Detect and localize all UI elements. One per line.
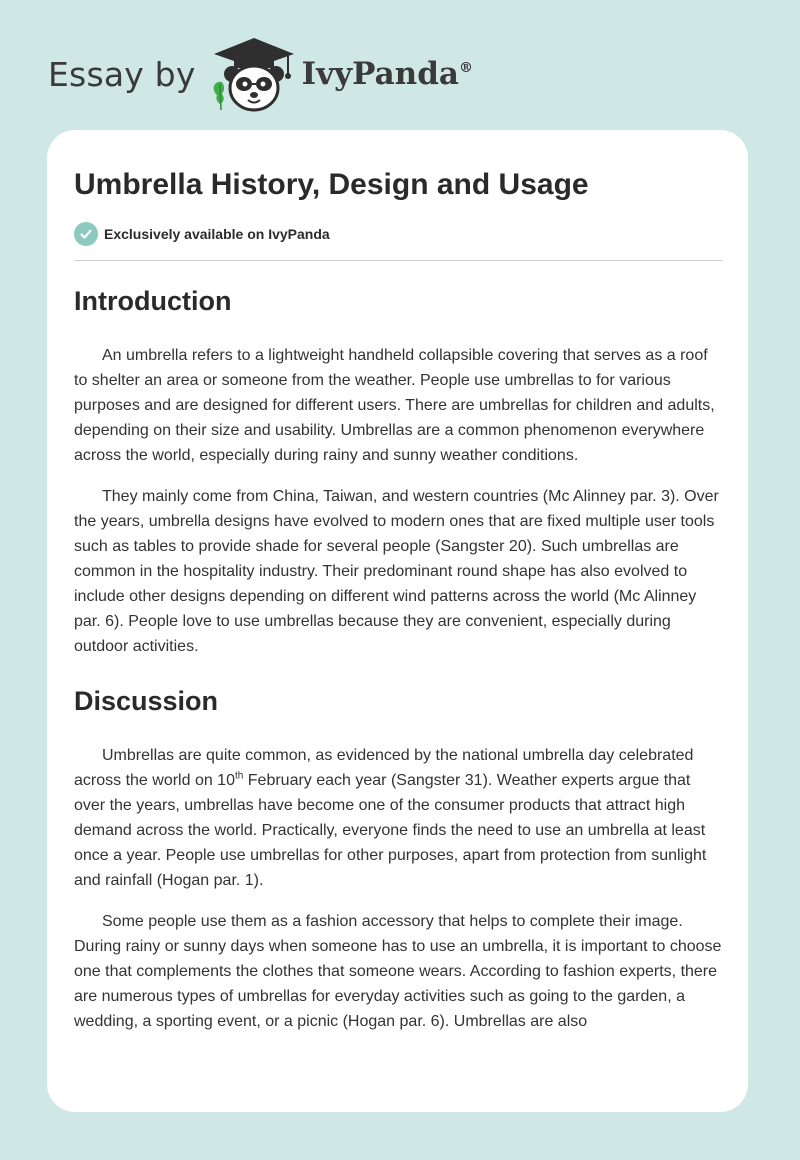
paragraph: An umbrella refers to a lightweight handheld collapsible covering that serves as a roof to shelter an area or someone from the weather. People use umbrellas to for various purposes and are designed for different users. There are umbrellas for children and adults, depending on their size and usability. Umbrellas are a common phenomenon everywhere across the world, especially during rainy and sunny weather conditions. (74, 347, 715, 464)
divider (74, 260, 722, 261)
page-title: Umbrella History, Design and Usage (74, 168, 589, 201)
essay-card (47, 130, 748, 1112)
brand-name: IvyPanda® (301, 56, 473, 92)
section-heading-introduction: Introduction (74, 286, 232, 316)
paragraph: Umbrellas are quite common, as evidenced by the national umbrella day celebrated across the world on 10th February each year (Sangster 31). Weather experts argue that over the years, umbrellas have become one of the consumer products that attract high demand across the world. Practically, everyone finds the need to use an umbrella at least once a year. People use umbrellas for other purposes, apart from protection from sunlight and rainfall (Hogan par. 1). (74, 747, 707, 889)
check-circle-icon (74, 222, 98, 246)
superscript: th (234, 770, 244, 782)
paragraph: Some people use them as a fashion accessory that helps to complete their image. During rainy or sunny days when someone has to use an umbrella, it is important to choose one that complements the clothes that someone wears. According to fashion experts, there are numerous types of umbrellas for everyday activities such as going to the garden, a wedding, a sporting event, or a picnic (Hogan par. 6). Umbrellas are also (74, 913, 722, 1030)
brand-prefix: Essay by (48, 54, 196, 94)
section-heading-discussion: Discussion (74, 686, 219, 716)
badge-label: Exclusively available on IvyPanda (104, 226, 330, 242)
paragraph: They mainly come from China, Taiwan, and western countries (Mc Alinney par. 3). Over the years, umbrella designs have evolved to modern ones that are fixed multiple user tools such as tables to provide shade for several people (Sangster 20). Such umbrellas are common in the hospitality industry. Their predominant round shape has also evolved to include other designs depending on different wind patterns across the world (Mc Alinney par. 6). People love to use umbrellas because they are convenient, especially during outdoor activities. (74, 488, 719, 655)
panda-logo-icon[interactable] (208, 34, 300, 114)
exclusive-badge (74, 222, 722, 246)
registered-mark: ® (458, 60, 473, 76)
brand-header (48, 34, 473, 114)
